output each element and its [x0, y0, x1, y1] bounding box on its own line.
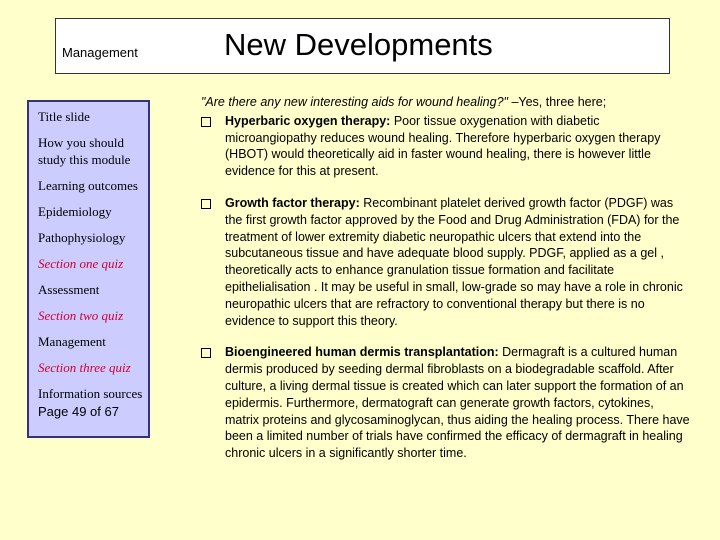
- page-counter: Page 49 of 67: [38, 404, 119, 419]
- nav-learning-outcomes[interactable]: Learning outcomes: [38, 178, 138, 193]
- nav-title-slide[interactable]: Title slide: [38, 109, 90, 124]
- title-box: [55, 18, 670, 74]
- bullet-text: Poor tissue oxygenation with diabetic microangiopathy reduces wound healing. Therefore hyperbaric oxygen therapy (HBOT) would theoretically aid in faster wound healing, there is however little evidence for this at present.: [225, 113, 661, 179]
- nav-section-two-quiz[interactable]: Section two quiz: [38, 308, 124, 323]
- bullet-text: Recombinant platelet derived growth factor (PDGF) was the first growth factor approved by the Food and Drug Administration (FDA) for the treatment of lower extremity diabetic neuropathic ulcers that extend into the subcutaneous tissue and have adequate blood supply. PDGF, applied as a gel , theoretically acts to enhance granulation tissue formation and facilitate epithelialisation . It may be useful in small, low-grade so may have a role in chronic neuropathic ulcers that are refractory to conventional therapy but there is no evidence to support this theory.: [225, 195, 683, 328]
- bullet-heading: Hyperbaric oxygen therapy:: [225, 113, 391, 128]
- intro-answer: –Yes, three here;: [507, 95, 607, 109]
- main-content: [201, 94, 691, 462]
- nav-management[interactable]: Management: [38, 334, 106, 349]
- bullet-dermis-transplant: [201, 344, 691, 462]
- checkbox-bullet-icon: [201, 199, 211, 209]
- intro-question: "Are there any new interesting aids for wound healing?": [201, 95, 508, 109]
- nav-section-three-quiz[interactable]: Section three quiz: [38, 360, 131, 375]
- nav-assessment[interactable]: Assessment: [38, 282, 100, 297]
- intro-text: [201, 94, 691, 111]
- nav-information-sources[interactable]: Information sources: [38, 386, 143, 401]
- bullet-text: Dermagraft is a cultured human dermis produced by seeding dermal fibroblasts on a biodegradable scaffold. After culture, a living dermal tissue is created which can later support the formation of an epidermis. Furthermore, dermatograft can generate growth factors, cytokines, matrix proteins and glycosaminoglycan, thus aiding the healing process. There have been a limited number of trials have confirmed the efficacy of dermagraft in healing chronic ulcers in a significantly shorter time.: [225, 345, 690, 461]
- bullet-heading: Growth factor therapy:: [225, 195, 360, 210]
- sidebar-nav: [27, 100, 150, 438]
- nav-study-module[interactable]: How you should study this module: [38, 135, 131, 167]
- nav-section-one-quiz[interactable]: Section one quiz: [38, 256, 124, 271]
- bullet-hyperbaric: [201, 113, 691, 180]
- bullet-heading: Bioengineered human dermis transplantation:: [225, 345, 499, 360]
- nav-pathophysiology[interactable]: Pathophysiology: [38, 230, 126, 245]
- checkbox-bullet-icon: [201, 117, 211, 127]
- bullet-growth-factor: [201, 195, 691, 329]
- nav-epidemiology[interactable]: Epidemiology: [38, 204, 112, 219]
- section-label: Management: [62, 45, 138, 60]
- page-title: New Developments: [224, 27, 493, 62]
- checkbox-bullet-icon: [201, 348, 211, 358]
